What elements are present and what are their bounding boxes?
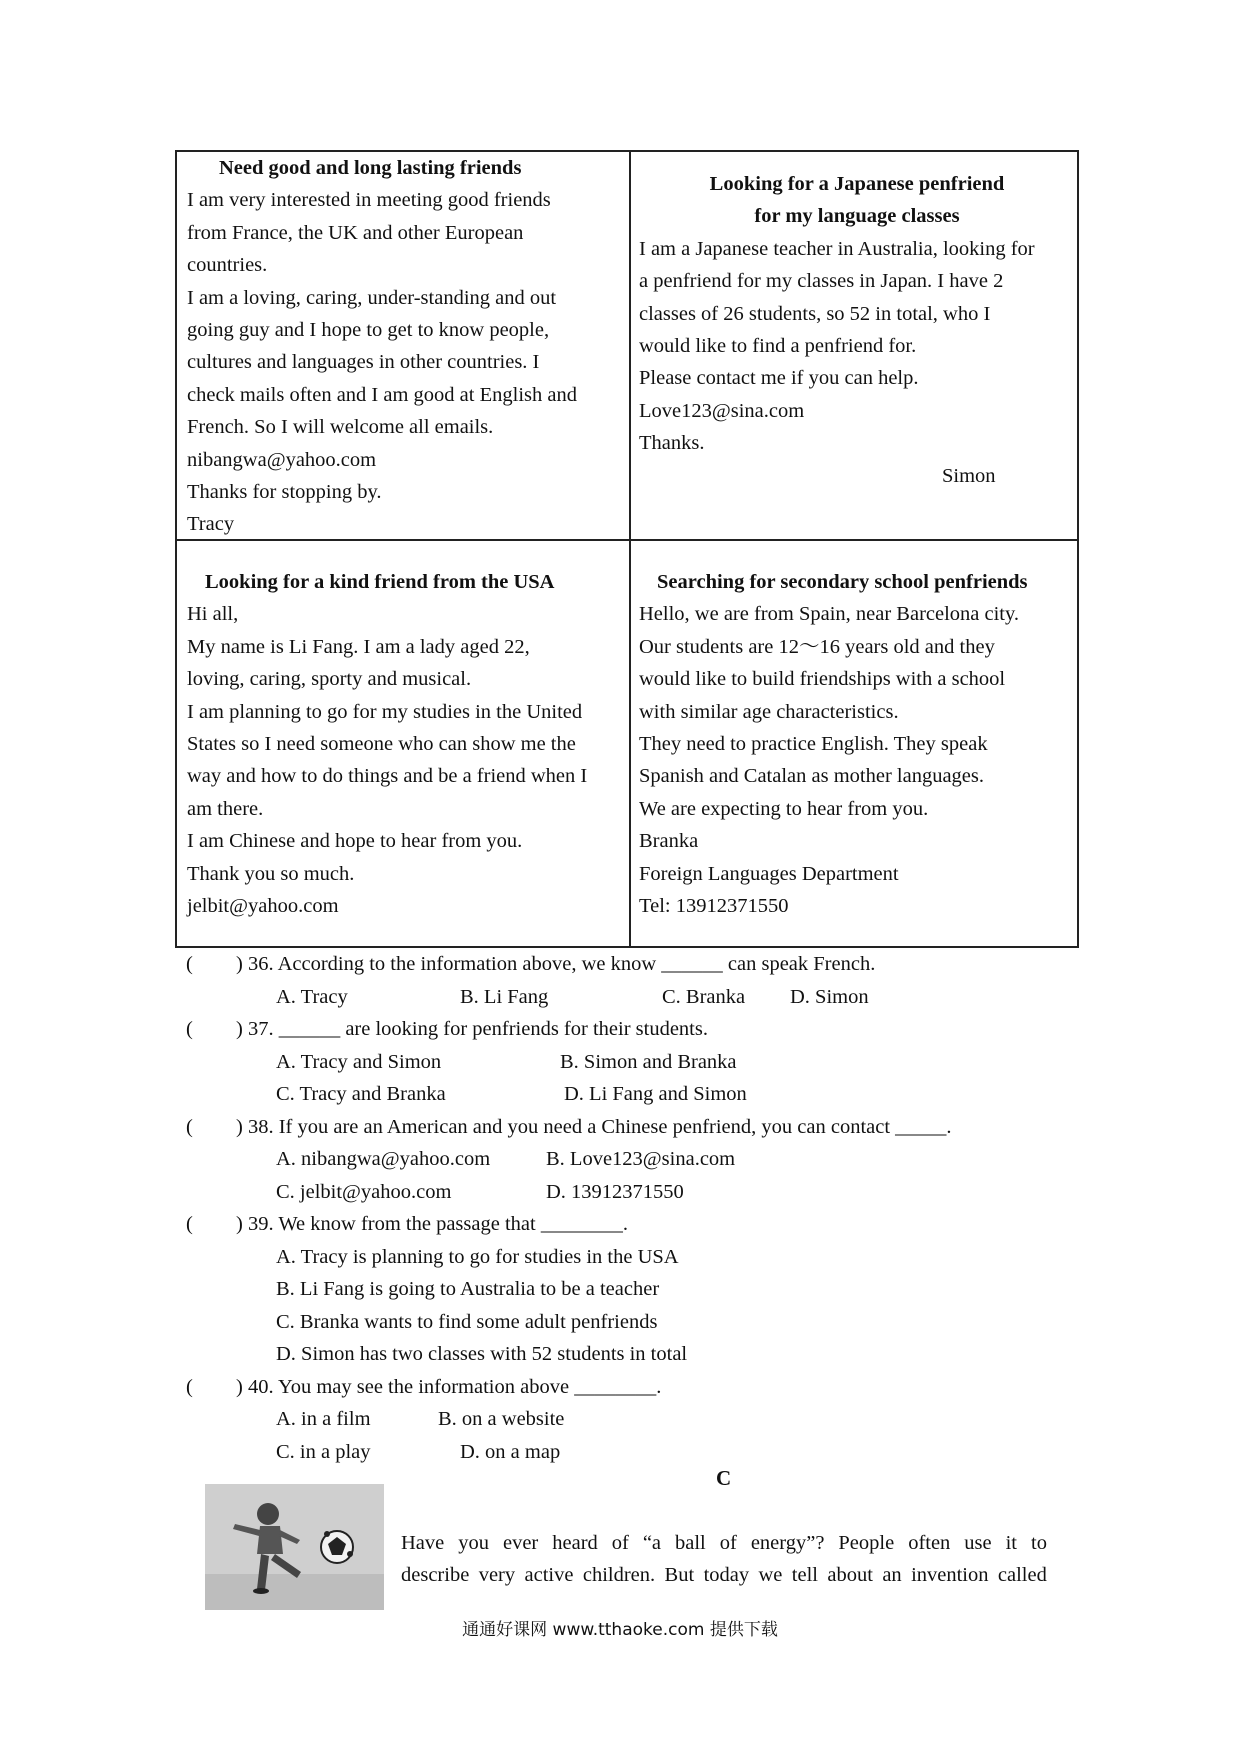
option[interactable]: D. Simon has two classes with 52 students in total [276,1343,688,1365]
ad-line: am there. [187,797,264,820]
option[interactable]: C. Branka [662,985,746,1008]
ad-line: check mails often and I am good at English and [187,383,577,406]
option-row [186,1078,1086,1111]
word: Have [401,1532,445,1554]
question-37 [186,1013,1086,1046]
table-divider-vertical [629,152,631,946]
word: But [664,1564,695,1586]
ad-line: Thanks for stopping by. [187,480,382,503]
option[interactable]: B. Love123@sina.com [546,1148,736,1170]
question-list [186,948,1086,1468]
option-row [186,981,1086,1014]
ad-line: Thank you so much. [187,862,355,885]
ad-title: Searching for secondary school penfriends [657,571,1028,593]
word: energy”? [750,1532,825,1554]
question-40 [186,1371,1086,1404]
option-row [186,1176,1086,1209]
ad-line: They need to practice English. They speak [639,732,988,755]
answer-blank[interactable]: ( [186,1115,193,1138]
ad-line: Hi all, [187,603,239,626]
ad-title: for my language classes [754,205,960,228]
question-stem: ) 38. If you are an American and you need a Chinese penfriend, you can contact _____. [236,1115,952,1138]
option[interactable]: D. 13912371550 [546,1180,684,1203]
word: describe [401,1564,470,1586]
question-stem: ) 40. You may see the information above ________. [236,1375,662,1398]
word: today [703,1564,750,1586]
ad-line: Thanks. [639,432,705,455]
ad-signature: Simon [942,464,996,487]
word: “a [642,1532,662,1554]
ad-signature: Tracy [187,513,235,536]
ad-card-li-fang [187,566,623,922]
question-stem: ) 36. According to the information above, we know ______ can speak French. [236,953,876,975]
ad-line: States so I need someone who can show me the [187,732,576,755]
ad-email: jelbit@yahoo.com [187,894,339,917]
ad-line: I am planning to go for my studies in the United [187,700,583,723]
word: it [1005,1532,1018,1554]
word: People [838,1532,895,1554]
option-row [186,1403,1086,1436]
option-row [186,1306,1086,1339]
option[interactable]: D. Li Fang and Simon [564,1083,747,1105]
option-row [186,1338,1086,1371]
word: active [524,1564,574,1586]
ad-email: nibangwa@yahoo.com [187,448,377,471]
penfriend-ads-table [175,150,1079,948]
option[interactable]: B. Simon and Branka [560,1050,737,1073]
ad-line: with similar age characteristics. [639,700,899,723]
option[interactable]: C. Branka wants to find some adult penfriends [276,1310,658,1333]
option-row [186,1436,1086,1469]
ad-card-branka [639,566,1075,922]
section-heading: C [716,1466,732,1490]
word: heard [552,1532,598,1554]
ad-line: cultures and languages in other countries. I [187,351,540,374]
question-39 [186,1208,1086,1241]
ad-line: would like to find a penfriend for. [639,334,917,357]
option[interactable]: B. Li Fang [460,985,549,1008]
ad-line: going guy and I hope to get to know people, [187,318,550,341]
option[interactable]: B. on a website [438,1408,565,1430]
option[interactable]: D. Simon [790,985,869,1008]
ad-line: would like to build friendships with a school [639,668,1006,691]
option[interactable]: A. nibangwa@yahoo.com [276,1148,491,1170]
word: an [882,1564,902,1586]
answer-blank[interactable]: ( [186,953,193,975]
word: to [1031,1532,1047,1554]
word: of [719,1532,737,1554]
ad-line: French. So I will welcome all emails. [187,416,494,439]
ad-line: I am Chinese and hope to hear from you. [187,830,523,853]
question-stem: ) 37. ______ are looking for penfriends for their students. [236,1018,708,1040]
option[interactable]: C. jelbit@yahoo.com [276,1180,452,1203]
word: about [827,1564,873,1586]
word: of [611,1532,629,1554]
word: called [997,1564,1047,1586]
page-footer: 通通好课网 www.tthaoke.com 提供下载 [462,1620,778,1640]
option[interactable]: C. in a play [276,1440,371,1463]
ad-line: Foreign Languages Department [639,862,899,885]
answer-blank[interactable]: ( [186,1213,193,1235]
option[interactable]: C. Tracy and Branka [276,1083,446,1105]
boy-kicking-ball-image [205,1484,384,1610]
ad-line: Spanish and Catalan as mother languages. [639,765,984,788]
ad-card-tracy [187,152,623,541]
question-38 [186,1111,1086,1144]
word: often [908,1532,951,1554]
word: children. [582,1564,656,1586]
ad-line: countries. [187,254,268,277]
ad-line: way and how to do things and be a friend when I [187,765,588,788]
passage-line [401,1559,1047,1591]
ad-card-simon [639,168,1075,492]
word: we [758,1564,783,1586]
word: ball [675,1532,706,1554]
ad-phone: Tel: 13912371550 [639,894,789,917]
option[interactable]: A. Tracy and Simon [276,1050,442,1073]
boy-kicking-ball-icon [205,1484,384,1610]
option-row [186,1241,1086,1274]
ad-line: from France, the UK and other European [187,221,524,244]
ad-line: We are expecting to hear from you. [639,797,929,820]
ad-line: I am a Japanese teacher in Australia, looking for [639,237,1035,260]
answer-blank[interactable]: ( [186,1018,193,1040]
word: tell [791,1564,818,1586]
answer-blank[interactable]: ( [186,1375,193,1398]
ad-line: a penfriend for my classes in Japan. I have 2 [639,270,1004,293]
question-stem: ) 39. We know from the passage that ________. [236,1213,628,1235]
option[interactable]: A. in a film [276,1408,371,1430]
option[interactable]: A. Tracy is planning to go for studies in the USA [276,1245,679,1268]
word: use [964,1532,992,1554]
ad-line: I am very interested in meeting good friends [187,189,551,212]
ad-title: Need good and long lasting friends [219,157,522,179]
option-row [186,1143,1086,1176]
ad-title: Looking for a kind friend from the USA [205,571,555,593]
ad-line: Hello, we are from Spain, near Barcelona city. [639,603,1020,626]
ad-line: loving, caring, sporty and musical. [187,668,472,691]
ad-signature: Branka [639,830,699,853]
ad-line: classes of 26 students, so 52 in total, who I [639,302,991,325]
passage-line [401,1527,1047,1559]
word: invention [911,1564,989,1586]
ad-line: My name is Li Fang. I am a lady aged 22, [187,635,530,658]
ad-line: Our students are 12～16 years old and they [639,635,995,658]
option[interactable]: A. Tracy [276,985,348,1008]
ad-title: Looking for a Japanese penfriend [709,173,1005,195]
word: you [458,1532,489,1554]
ad-email: Love123@sina.com [639,399,805,422]
question-36 [186,948,1086,981]
ad-line: Please contact me if you can help. [639,367,919,390]
option[interactable]: B. Li Fang is going to Australia to be a teacher [276,1278,660,1300]
ad-line: I am a loving, caring, under-standing and out [187,286,557,309]
word: ever [502,1532,539,1554]
word: very [478,1564,516,1586]
passage-c [401,1527,1047,1591]
option-row [186,1046,1086,1079]
option-row [186,1273,1086,1306]
option[interactable]: D. on a map [460,1440,561,1463]
